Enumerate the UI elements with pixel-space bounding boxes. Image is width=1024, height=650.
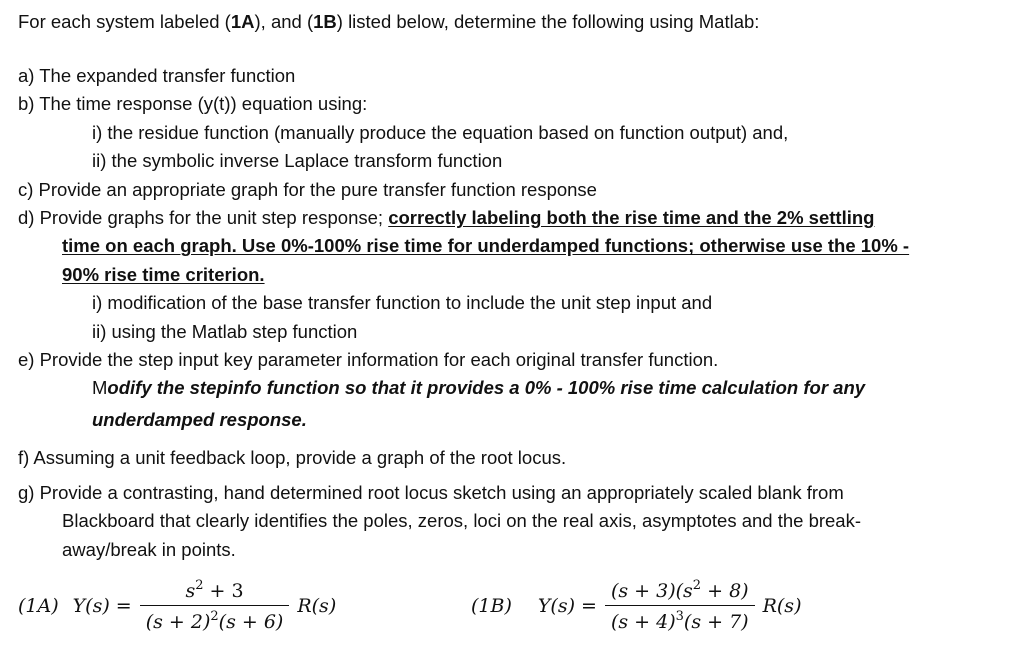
system-label-1a: 1A (230, 11, 255, 32)
task-list (18, 62, 909, 564)
item-b-ii: ii) the symbolic inverse Laplace transform function (92, 150, 503, 172)
item-d-ii: ii) using the Matlab step function (92, 320, 358, 342)
item-a: a) The expanded transfer function (18, 65, 296, 86)
item-f: f) Assuming a unit feedback loop, provide a graph of the root locus. (18, 446, 567, 468)
item-d-emphasis-2: time on each graph. Use 0%-100% rise time for underdamped functions; otherwise use the 10% - (62, 235, 910, 257)
item-e-note-1 (18, 374, 909, 402)
eq-1a-rhs: R(s) (297, 594, 337, 617)
item-b-i: i) the residue function (manually produce the equation based on function output) and, (92, 121, 789, 143)
eq-1a-fraction (140, 578, 290, 633)
item-g-2: Blackboard that clearly identifies the poles, zeros, loci on the real axis, asymptotes and the break- (62, 510, 862, 532)
item-e-note-2: underdamped response. (92, 408, 307, 430)
system-label-1b: 1B (313, 11, 337, 32)
item-g-3: away/break in points. (62, 538, 236, 560)
eq-1b-lhs: Y(s) = (537, 594, 597, 617)
intro-middle: ), and ( (254, 11, 314, 32)
item-e-note-lead: M (92, 377, 108, 399)
item-e: e) Provide the step input key parameter information for each original transfer function. (18, 349, 719, 371)
eq-1a-label: (1A) (18, 594, 59, 617)
eq-1b-rhs: R(s) (762, 594, 802, 617)
item-e-note-text: odify the stepinfo function so that it provides a 0% - 100% rise time calculation for any (107, 377, 866, 399)
eq-1a-numerator: $s^2 + 3$ (185, 578, 244, 602)
intro-after: ) listed below, determine the following using Matlab: (336, 11, 760, 32)
item-d-prefix: d) Provide graphs for the unit step response; (18, 207, 389, 229)
eq-1a-lhs: Y(s) = (72, 594, 132, 617)
item-c: c) Provide an appropriate graph for the pure transfer function response (18, 178, 597, 200)
equation-1b (471, 578, 801, 633)
eq-1b-numerator: $(s + 3)(s^2 + 8)$ (610, 578, 749, 602)
item-d-emphasis-1: correctly labeling both the rise time and the 2% settling (388, 207, 875, 229)
item-d-emphasis-3: 90% rise time criterion. (62, 263, 265, 285)
eq-1b-fraction (605, 578, 755, 633)
item-d (18, 204, 909, 232)
item-d-i: i) modification of the base transfer function to include the unit step input and (92, 292, 713, 314)
intro-before: For each system labeled ( (18, 11, 231, 32)
eq-1b-label: (1B) (471, 594, 512, 617)
eq-1b-denominator: $(s + 4)^3(s + 7)$ (605, 605, 755, 633)
item-b: b) The time response (y(t)) equation using: (18, 93, 368, 115)
item-g-1: g) Provide a contrasting, hand determined root locus sketch using an appropriately scaled blank from (18, 481, 844, 503)
eq-1a-denominator: $(s + 2)^2(s + 6)$ (140, 605, 290, 633)
equation-1a (18, 578, 336, 633)
intro-line (18, 8, 759, 36)
